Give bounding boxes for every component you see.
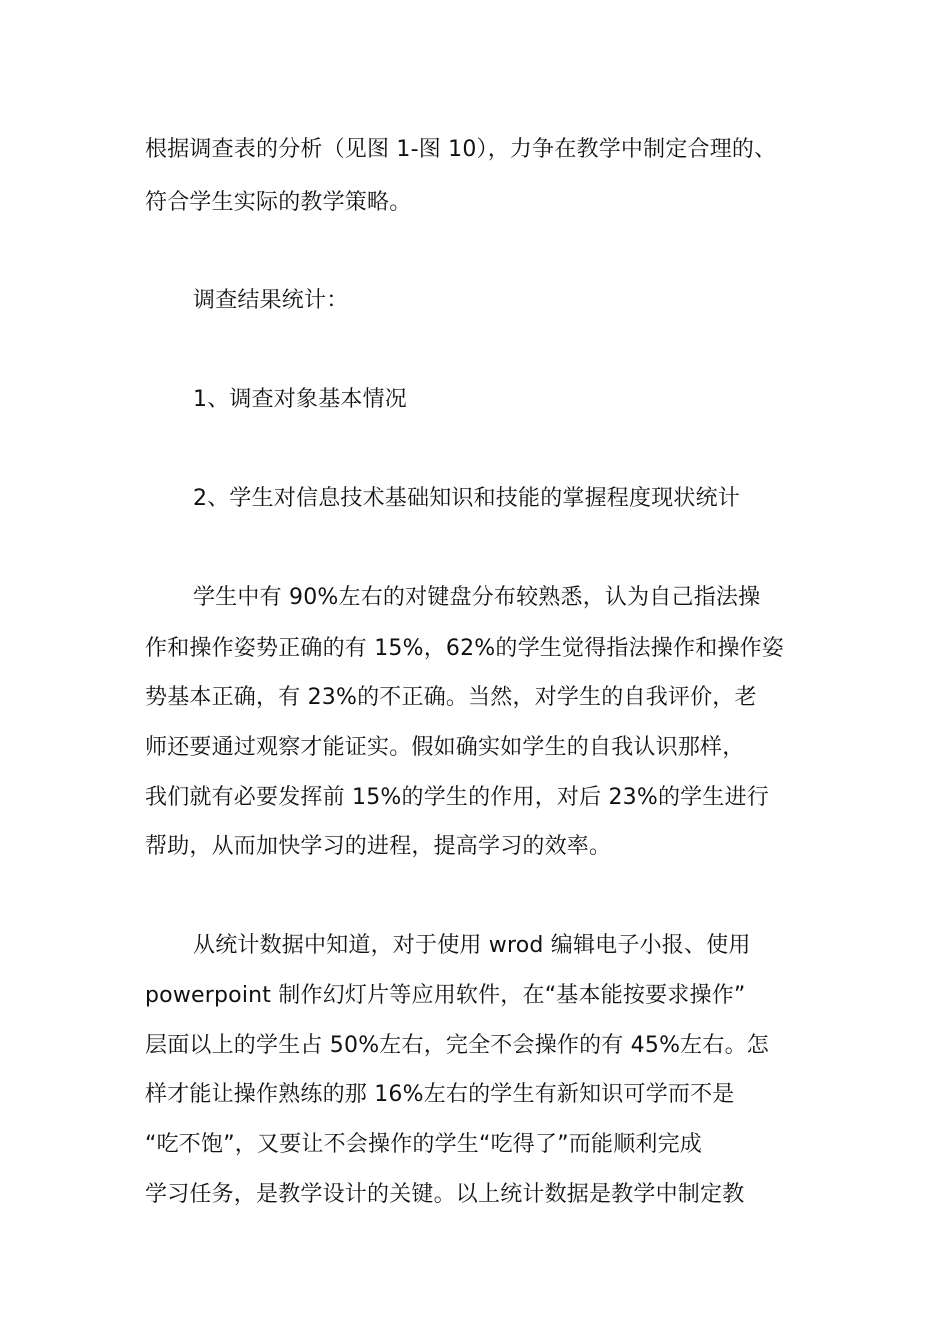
paragraph-3-line-5: “吃不饱”，又要让不会操作的学生“吃得了”而能顺利完成 [145,1132,702,1157]
paragraph-2-line-6: 帮助，从而加快学习的进程，提高学习的效率。 [145,834,612,859]
paragraph-3-line-1: 从统计数据中知道，对于使用 wrod 编辑电子小报、使用 [193,933,751,958]
item-1: 1、调查对象基本情况 [193,387,407,412]
paragraph-1-line-2: 符合学生实际的教学策略。 [145,190,412,215]
paragraph-2-line-4: 师还要通过观察才能证实。假如确实如学生的自我认识那样， [145,735,745,760]
paragraph-2-line-1: 学生中有 90%左右的对键盘分布较熟悉，认为自己指法操 [193,585,761,610]
paragraph-3-line-6: 学习任务，是教学设计的关键。以上统计数据是教学中制定教 [145,1182,745,1207]
paragraph-3-line-2: powerpoint 制作幻灯片等应用软件，在“基本能按要求操作” [145,983,746,1008]
paragraph-3-line-3: 层面以上的学生占 50%左右，完全不会操作的有 45%左右。怎 [145,1033,769,1058]
paragraph-2-line-5: 我们就有必要发挥前 15%的学生的作用，对后 23%的学生进行 [145,785,769,810]
paragraph-1-line-1: 根据调查表的分析（见图 1-图 10），力争在教学中制定合理的、 [145,137,777,162]
item-2: 2、学生对信息技术基础知识和技能的掌握程度现状统计 [193,486,740,511]
paragraph-3-line-4: 样才能让操作熟练的那 16%左右的学生有新知识可学而不是 [145,1082,735,1107]
results-heading: 调查结果统计： [193,288,349,313]
paragraph-2-line-3: 势基本正确，有 23%的不正确。当然，对学生的自我评价，老 [145,685,757,710]
paragraph-2-line-2: 作和操作姿势正确的有 15%，62%的学生觉得指法操作和操作姿 [145,636,784,661]
